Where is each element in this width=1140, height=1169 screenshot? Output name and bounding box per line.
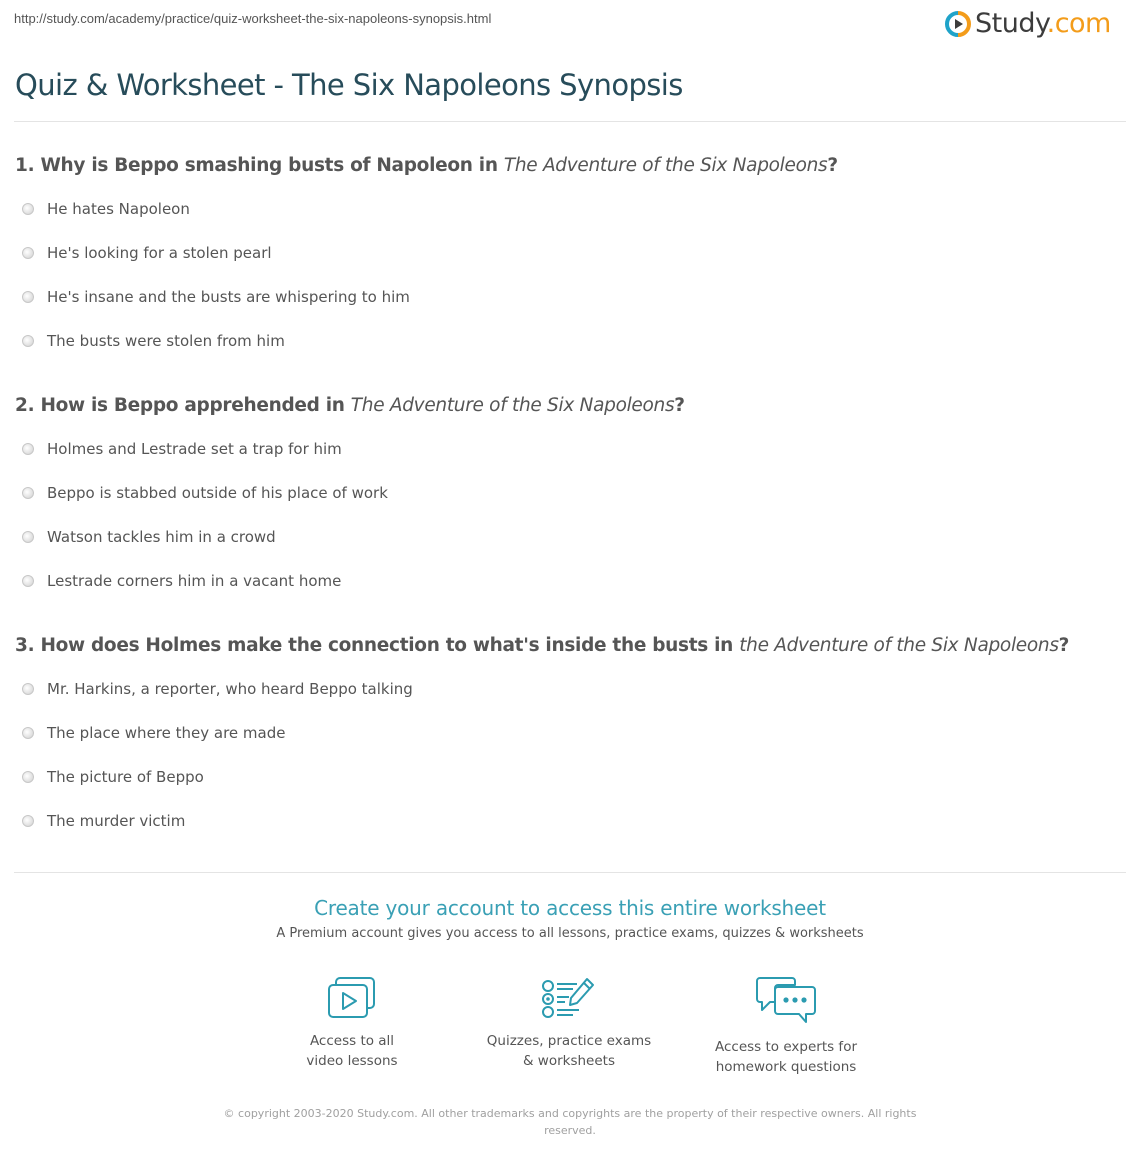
quiz-checklist-icon — [541, 975, 597, 1021]
radio-button[interactable] — [22, 203, 34, 215]
feature-label-line2: video lessons — [306, 1053, 398, 1069]
title-divider — [14, 121, 1126, 122]
question-3 — [15, 635, 1069, 656]
answer-label: Watson tackles him in a crowd — [47, 528, 276, 546]
answer-option[interactable] — [22, 528, 276, 546]
play-ring-icon — [945, 11, 971, 37]
study-logo[interactable] — [945, 8, 1111, 40]
logo-suffix: .com — [1046, 8, 1111, 39]
answer-option[interactable] — [22, 812, 185, 830]
create-account-link[interactable]: Create your account to access this entire worksheet — [314, 896, 826, 920]
answer-option[interactable] — [22, 332, 285, 350]
question-1-title: The Adventure of the Six Napoleons — [503, 155, 828, 176]
answer-label: The busts were stolen from him — [47, 332, 285, 350]
question-2-text: 2. How is Beppo apprehended in — [15, 395, 351, 416]
radio-button[interactable] — [22, 771, 34, 783]
radio-button[interactable] — [22, 443, 34, 455]
answer-option[interactable] — [22, 572, 341, 590]
feature-experts — [686, 975, 886, 1077]
page-title: Quiz & Worksheet - The Six Napoleons Synopsis — [15, 68, 683, 102]
answer-option[interactable] — [22, 680, 413, 698]
feature-video-lessons — [252, 975, 452, 1071]
cta-subtitle: A Premium account gives you access to all lessons, practice exams, quizzes & worksheets — [276, 926, 864, 941]
feature-label-line2: & worksheets — [522, 1053, 615, 1069]
answer-option[interactable] — [22, 768, 204, 786]
feature-quizzes — [469, 975, 669, 1071]
radio-button[interactable] — [22, 487, 34, 499]
answer-option[interactable] — [22, 484, 388, 502]
copyright-line2: reserved. — [544, 1124, 596, 1137]
copyright-footer — [210, 1105, 930, 1139]
answer-option[interactable] — [22, 724, 285, 742]
answer-option[interactable] — [22, 440, 342, 458]
logo-name: Study — [975, 8, 1047, 39]
answer-option[interactable] — [22, 200, 190, 218]
question-2-title: The Adventure of the Six Napoleons — [350, 395, 675, 416]
feature-label-line1: Access to experts for — [714, 1039, 857, 1055]
radio-button[interactable] — [22, 247, 34, 259]
chat-bubbles-icon — [754, 975, 818, 1027]
radio-button[interactable] — [22, 815, 34, 827]
radio-button[interactable] — [22, 727, 34, 739]
question-3-suffix: ? — [1058, 635, 1070, 656]
answer-label: He's insane and the busts are whispering to him — [47, 288, 410, 306]
question-1 — [15, 155, 838, 176]
answer-label: Lestrade corners him in a vacant home — [47, 572, 342, 590]
answer-label: He hates Napoleon — [47, 200, 190, 218]
question-1-suffix: ? — [827, 155, 838, 176]
radio-button[interactable] — [22, 531, 34, 543]
answer-option[interactable] — [22, 288, 410, 306]
answer-label: Beppo is stabbed outside of his place of work — [47, 484, 388, 502]
question-1-text: 1. Why is Beppo smashing busts of Napoleon in — [15, 155, 504, 176]
feature-label-line1: Quizzes, practice exams — [486, 1033, 652, 1049]
answer-label: The place where they are made — [47, 724, 286, 742]
radio-button[interactable] — [22, 335, 34, 347]
answer-option[interactable] — [22, 244, 272, 262]
answer-label: He's looking for a stolen pearl — [47, 244, 272, 262]
radio-button[interactable] — [22, 575, 34, 587]
feature-label-line1: Access to all — [309, 1033, 395, 1049]
question-2-suffix: ? — [674, 395, 685, 416]
radio-button[interactable] — [22, 683, 34, 695]
answer-label: Holmes and Lestrade set a trap for him — [47, 440, 342, 458]
video-lessons-icon — [326, 975, 378, 1021]
radio-button[interactable] — [22, 291, 34, 303]
answer-label: Mr. Harkins, a reporter, who heard Beppo talking — [47, 680, 413, 698]
answer-label: The picture of Beppo — [47, 768, 204, 786]
question-3-title: the Adventure of the Six Napoleons — [739, 635, 1059, 656]
copyright-line1: © copyright 2003-2020 Study.com. All other trademarks and copyrights are the property of their respective owners. All rights — [223, 1107, 917, 1120]
question-3-text: 3. How does Holmes make the connection to what's inside the busts in — [15, 635, 740, 656]
answer-label: The murder victim — [47, 812, 186, 830]
feature-label-line2: homework questions — [715, 1059, 857, 1075]
section-divider — [14, 872, 1126, 873]
question-2 — [15, 395, 685, 416]
page-url: http://study.com/academy/practice/quiz-worksheet-the-six-napoleons-synopsis.html — [14, 11, 492, 26]
